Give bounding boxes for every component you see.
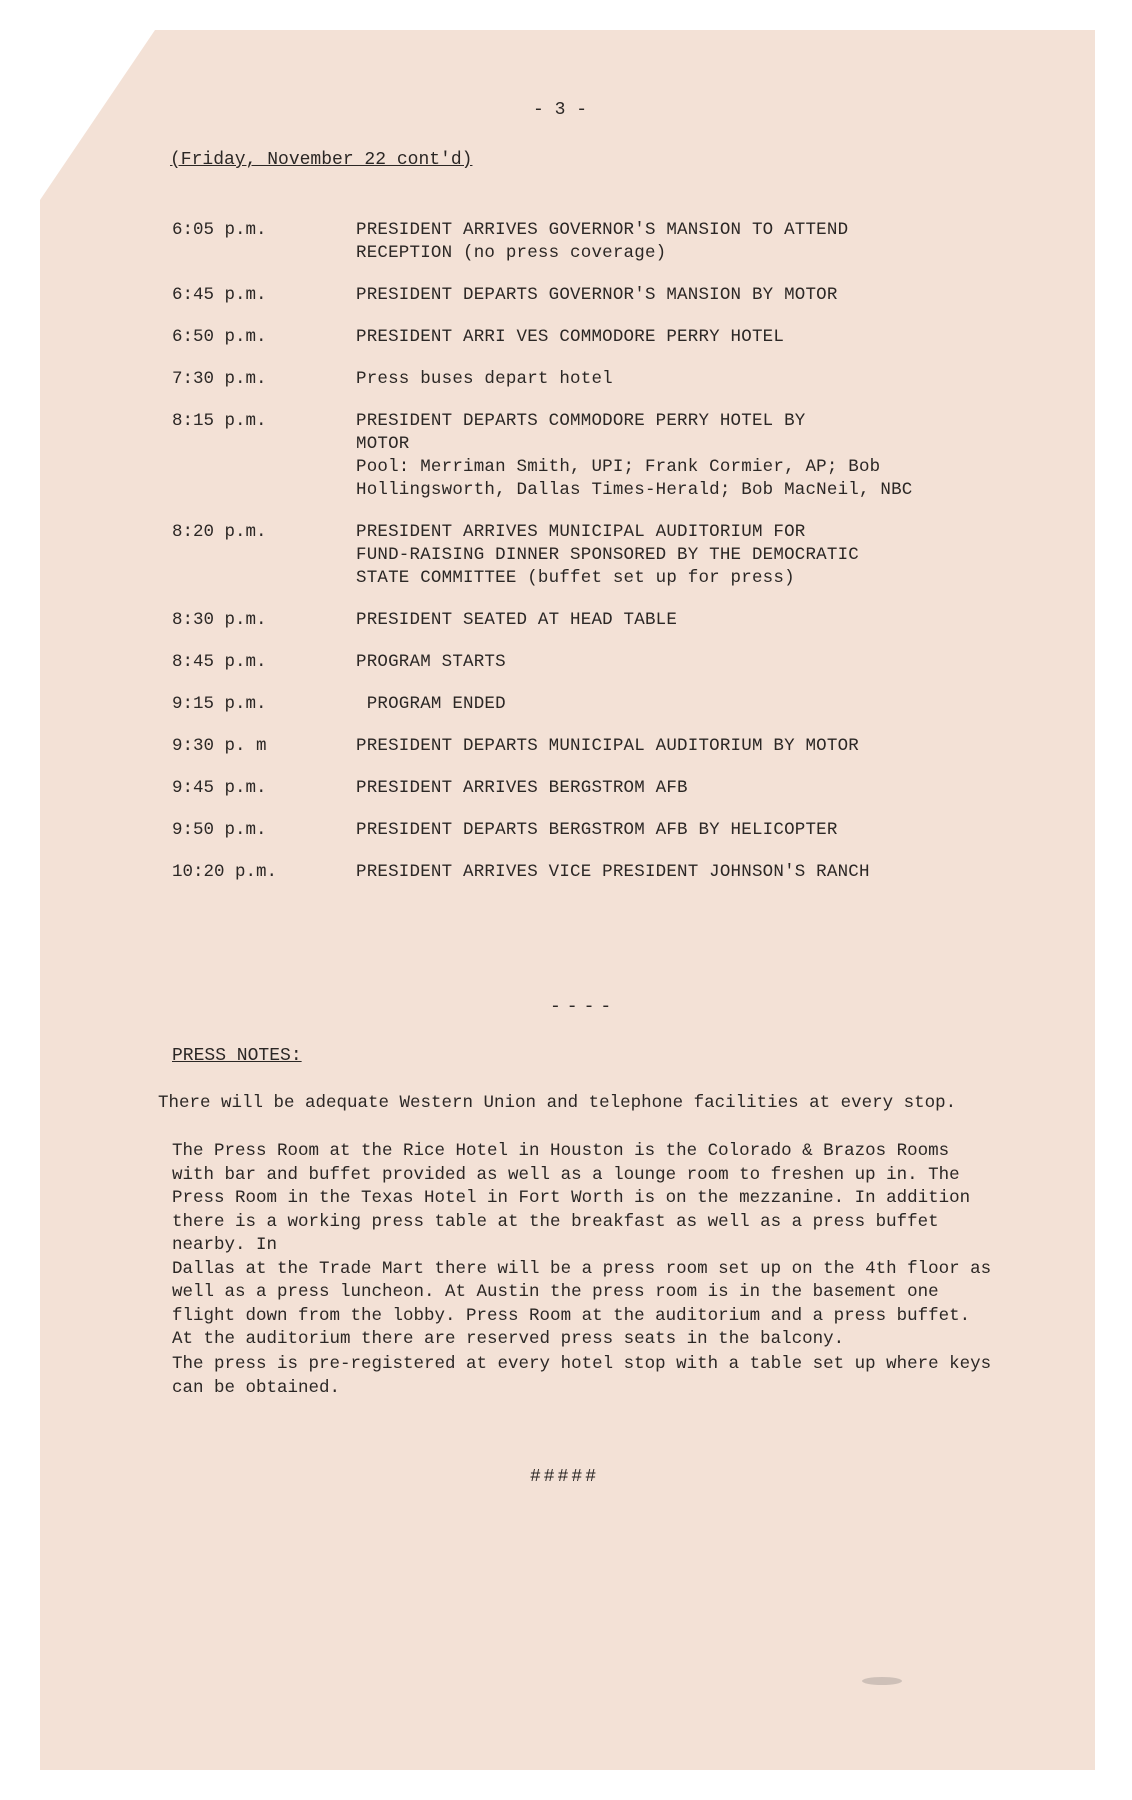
press-notes-intro: There will be adequate Western Union and telephone facilities at every stop.: [158, 1093, 957, 1113]
schedule-event: PROGRAM STARTS: [356, 652, 506, 672]
day-heading: (Friday, November 22 cont'd): [170, 150, 473, 170]
event-pool-line: Pool: Merriman Smith, UPI; Frank Cormier, AP; Bob: [356, 457, 881, 477]
schedule-event: PRESIDENT ARRIVES BERGSTROM AFB: [356, 778, 688, 798]
paragraph-line: At the auditorium there are reserved press seats in the balcony.: [172, 1329, 845, 1349]
schedule-row: [172, 861, 1052, 884]
event-line: RECEPTION (no press coverage): [356, 243, 667, 263]
schedule-event: [356, 410, 1052, 502]
end-mark: #####: [530, 1467, 600, 1487]
schedule-time: 8:30 p.m.: [172, 610, 267, 630]
schedule-row: [172, 609, 1052, 632]
schedule-time: 6:45 p.m.: [172, 285, 267, 305]
event-line: FUND-RAISING DINNER SPONSORED BY THE DEMOCRATIC: [356, 545, 859, 565]
schedule-row: [172, 219, 1052, 265]
press-notes-heading: PRESS NOTES:: [172, 1046, 302, 1066]
paragraph-line: with bar and buffet provided as well as a lounge room to freshen up in. The: [172, 1164, 960, 1185]
schedule-event: PRESIDENT DEPARTS MUNICIPAL AUDITORIUM BY MOTOR: [356, 736, 859, 756]
paragraph-line: The press is pre-registered at every hotel stop with a table set up where keys: [172, 1354, 992, 1374]
schedule-event: PROGRAM ENDED: [356, 694, 506, 714]
schedule-row: [172, 284, 1052, 307]
schedule-time: 9:50 p.m.: [172, 820, 267, 840]
paragraph-line: flight down from the lobby. Press Room at the auditorium and a press buffet.: [172, 1305, 971, 1326]
schedule-row: [172, 777, 1052, 800]
schedule-list: [172, 219, 1052, 884]
event-pool-line: Hollingsworth, Dallas Times-Herald; Bob MacNeil, NBC: [356, 480, 913, 500]
paragraph-line: Press Room in the Texas Hotel in Fort Worth is on the mezzanine. In addition: [172, 1188, 971, 1208]
schedule-event: Press buses depart hotel: [356, 369, 613, 389]
schedule-row: [172, 410, 1052, 502]
schedule-time: 7:30 p.m.: [172, 369, 267, 389]
schedule-time: 8:15 p.m.: [172, 411, 267, 431]
schedule-row: [172, 693, 1052, 716]
schedule-row: [172, 819, 1052, 842]
paragraph-line: there is a working press table at the breakfast as well as a press buffet nearby. In: [172, 1211, 939, 1255]
paragraph-line: can be obtained.: [172, 1377, 341, 1398]
schedule-event: PRESIDENT ARRI VES COMMODORE PERRY HOTEL: [356, 327, 785, 347]
event-line: PRESIDENT ARRIVES GOVERNOR'S MANSION TO ATTEND: [356, 220, 849, 240]
schedule-event: PRESIDENT DEPARTS GOVERNOR'S MANSION BY MOTOR: [356, 285, 838, 305]
event-line: PRESIDENT ARRIVES MUNICIPAL AUDITORIUM FOR: [356, 522, 806, 542]
schedule-time: 6:05 p.m.: [172, 220, 267, 240]
page-corner-fold: [40, 30, 155, 200]
event-line: PRESIDENT DEPARTS COMMODORE PERRY HOTEL BY: [356, 411, 806, 431]
schedule-time: 8:20 p.m.: [172, 522, 267, 542]
paragraph-line: Dallas at the Trade Mart there will be a press room set up on the 4th floor as: [172, 1258, 992, 1279]
schedule-time: 8:45 p.m.: [172, 652, 267, 672]
paragraph-line: The Press Room at the Rice Hotel in Houston is the Colorado & Brazos Rooms: [172, 1141, 950, 1161]
section-divider: ----: [550, 997, 618, 1017]
schedule-row: [172, 368, 1052, 391]
event-line: STATE COMMITTEE (buffet set up for press): [356, 568, 795, 588]
schedule-time: 6:50 p.m.: [172, 327, 267, 347]
schedule-event: PRESIDENT SEATED AT HEAD TABLE: [356, 610, 678, 630]
schedule-row: [172, 326, 1052, 349]
page-number: - 3 -: [532, 100, 587, 120]
schedule-time: 9:30 p. m: [172, 736, 267, 756]
schedule-row: [172, 521, 1052, 590]
schedule-event: [356, 521, 1052, 590]
schedule-row: [172, 651, 1052, 674]
press-notes-paragraph: [172, 1353, 1022, 1400]
schedule-event: PRESIDENT ARRIVES VICE PRESIDENT JOHNSON'S RANCH: [356, 862, 870, 882]
schedule-event: PRESIDENT DEPARTS BERGSTROM AFB BY HELICOPTER: [356, 820, 838, 840]
schedule-time: 10:20 p.m.: [172, 862, 278, 882]
paragraph-line: well as a press luncheon. At Austin the press room is in the basement one: [172, 1282, 939, 1302]
schedule-time: 9:45 p.m.: [172, 778, 267, 798]
schedule-event: [356, 219, 1052, 265]
schedule-time: 9:15 p.m.: [172, 694, 267, 714]
ink-smudge: [862, 1677, 902, 1685]
press-notes-paragraph: [172, 1140, 1022, 1352]
event-line: MOTOR: [356, 434, 410, 454]
schedule-row: [172, 735, 1052, 758]
